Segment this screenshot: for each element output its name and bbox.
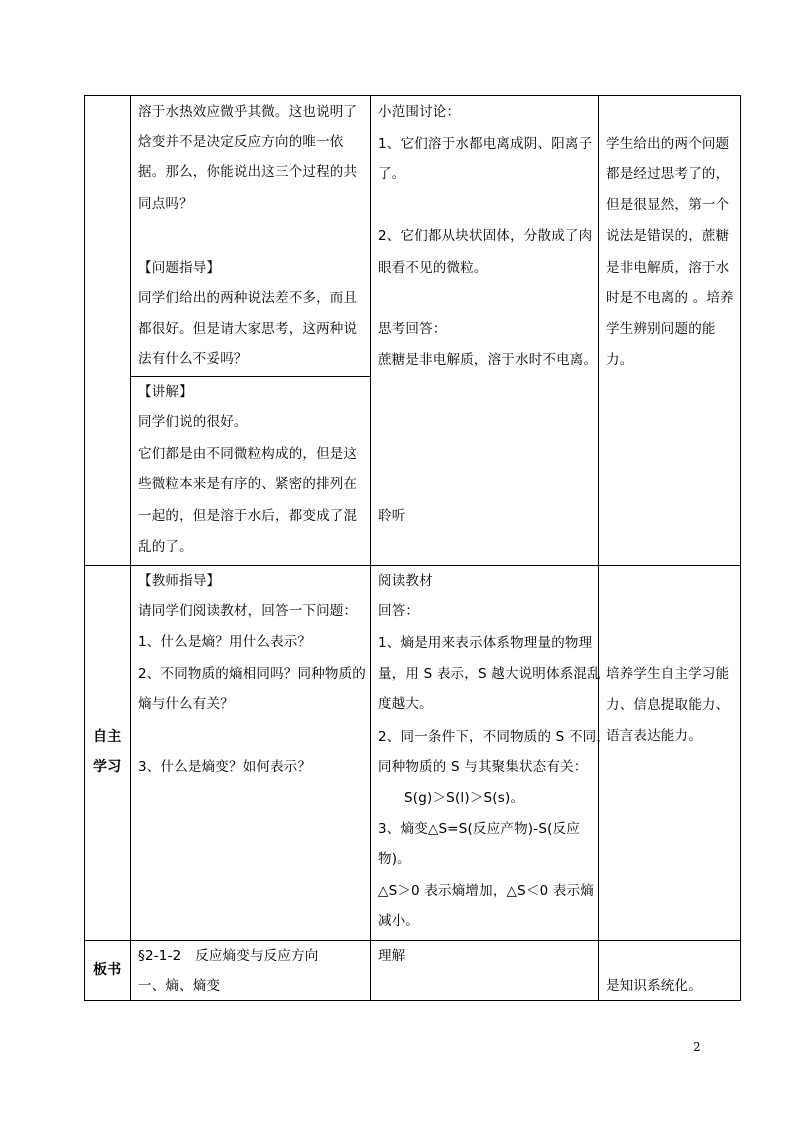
row2-student-line-11: △S＞0 表示熵增加，△S＜0 表示熵 [378, 883, 594, 899]
row2-teacher-line-2: 请同学们阅读教材，回答一下问题： [138, 603, 358, 619]
row2-student-line-5: 度越大。 [378, 696, 433, 712]
row1-teacher-line-7: 同学们给出的两种说法差不多，而且 [138, 290, 358, 306]
row1-intent-line-3: 但是很显然，第一个 [606, 197, 730, 213]
table-border-right [740, 95, 741, 1001]
row1-student-line-8: 聆听 [378, 508, 406, 524]
row1-explain-line-5: 一起的，但是溶于水后，都变成了混 [138, 508, 358, 524]
row-divider-1 [84, 565, 741, 566]
row1-teacher-line-6: 【问题指导】 [138, 260, 221, 276]
row3-intent-text: 是知识系统化。 [606, 978, 702, 994]
row1-student-line-3: 了。 [378, 166, 406, 182]
row1-student-line-5: 眼看不见的微粒。 [378, 260, 488, 276]
row1-teacher-line-1: 溶于水热效应微乎其微。这也说明了 [138, 104, 358, 120]
row2-label-line-1: 自主 [93, 729, 122, 745]
col-divider-3 [598, 95, 599, 1001]
row1-teacher-line-2: 焓变并不是决定反应方向的唯一依 [138, 134, 344, 150]
row2-intent-line-2: 力、信息提取能力、 [606, 697, 730, 713]
row3-student-text: 理解 [378, 948, 406, 964]
row2-student-line-7: 同种物质的 S 与其聚集状态有关： [378, 759, 588, 775]
row1-intent-line-7: 学生辨别问题的能 [606, 321, 716, 337]
row1-student-line-1: 小范围讨论： [378, 104, 461, 120]
row1-intent-line-2: 都是经过思考了的， [606, 166, 730, 182]
col-divider-2 [370, 95, 371, 1001]
row2-intent-line-1: 培养学生自主学习能 [606, 666, 730, 682]
table-border-left [84, 95, 85, 1001]
row1-teacher-line-3: 据。那么，你能说出这三个过程的共 [138, 164, 358, 180]
row3-teacher-line-1: §2-1-2 反应熵变与反应方向 [138, 948, 319, 964]
row-divider-2 [84, 940, 741, 941]
row1-student-line-7: 蔗糖是非电解质，溶于水时不电离。 [378, 352, 598, 368]
row3-teacher-line-2: 一、熵、熵变 [138, 978, 221, 994]
table-border-bottom [84, 1000, 741, 1001]
row2-student-line-2: 回答： [378, 603, 420, 619]
row1-explain-line-1: 【讲解】 [138, 384, 193, 400]
row1-intent-line-5: 是非电解质，溶于水 [606, 260, 730, 276]
row1-student-line-2: 1、它们溶于水都电离成阴、阳离子 [378, 136, 593, 152]
row2-teacher-line-3: 1、什么是熵？用什么表示？ [138, 634, 312, 650]
row1-intent-line-8: 力。 [606, 352, 634, 368]
row1-student-line-4: 2、它们都从块状固体，分散成了肉 [378, 228, 593, 244]
col-divider-1 [130, 95, 131, 1001]
row1-student-line-6: 思考回答： [378, 321, 447, 337]
page-number: 2 [693, 1040, 701, 1054]
row1-explain-line-6: 乱的了。 [138, 539, 193, 555]
table-border-top [84, 95, 741, 96]
row1-teacher-line-9: 法有什么不妥吗？ [138, 351, 248, 367]
row2-teacher-line-5: 熵与什么有关？ [138, 696, 234, 712]
row2-student-line-6: 2、同一条件下，不同物质的 S 不同， [378, 729, 611, 745]
row1-explain-line-3: 它们都是由不同微粒构成的，但是这 [138, 446, 358, 462]
inner-row-divider [130, 376, 370, 377]
row2-teacher-line-4: 2、不同物质的熵相同吗？同种物质的 [138, 666, 366, 682]
row1-teacher-line-4: 同点吗？ [138, 196, 193, 212]
row2-teacher-line-6: 3、什么是熵变？如何表示？ [138, 759, 312, 775]
row2-student-line-8: S(g)＞S(l)＞S(s)。 [404, 790, 525, 806]
row2-intent-line-3: 语言表达能力。 [606, 728, 702, 744]
row2-teacher-line-1: 【教师指导】 [138, 573, 221, 589]
row2-student-line-9: 3、熵变△S=S(反应产物)-S(反应 [378, 821, 580, 837]
row1-explain-line-2: 同学们说的很好。 [138, 414, 248, 430]
row2-student-line-12: 减小。 [378, 913, 420, 929]
row2-student-line-3: 1、熵是用来表示体系物理量的物理 [378, 635, 593, 651]
row2-student-line-10: 物)。 [378, 851, 411, 867]
row1-explain-line-4: 些微粒本来是有序的、紧密的排列在 [138, 476, 358, 492]
row1-intent-line-6: 时是不电离的 。培养 [606, 290, 734, 306]
row2-student-line-4: 量，用 S 表示，S 越大说明体系混乱 [378, 666, 601, 682]
row3-label: 板书 [93, 962, 122, 978]
row1-teacher-line-8: 都很好。但是请大家思考，这两种说 [138, 321, 358, 337]
row1-intent-line-1: 学生给出的两个问题 [606, 136, 730, 152]
row2-label-line-2: 学习 [93, 759, 122, 775]
row1-intent-line-4: 说法是错误的，蔗糖 [606, 228, 730, 244]
row2-student-line-1: 阅读教材 [378, 573, 433, 589]
lesson-plan-table [84, 95, 741, 1001]
